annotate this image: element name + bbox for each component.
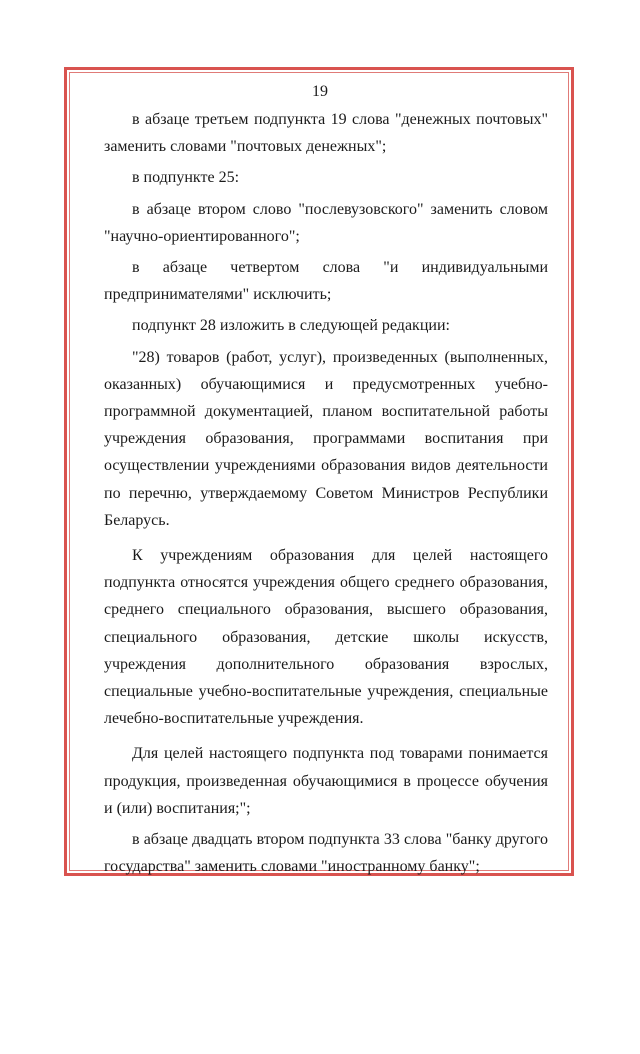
paragraph-1: в абзаце третьем подпункта 19 слова "денежных почтовых" заменить словами "почтовых денежных"; (104, 111, 548, 156)
paragraph-9: в абзаце двадцать втором подпункта 33 слова "банку другого государства" заменить словами "иностранному банку"; (104, 831, 548, 876)
paragraph-2: в подпункте 25: (132, 169, 240, 187)
paragraph-3: в абзаце втором слово "послевузовского" заменить словом "научно-ориентированного"; (104, 200, 548, 245)
paragraph-7: К учреждениям образования для целей настоящего подпункта относятся учреждения общего среднего образования, среднего специального образования, высшего образования, специального образования, детские школы искусств, учреждения дополнительного образования взрослых, специальные учебно-воспитательные учреждения, специальные лечебно-воспитательные учреждения. (104, 547, 548, 728)
document-body (104, 106, 548, 880)
paragraph-8: Для целей настоящего подпункта под товарами понимается продукция, произведенная обучающимися в процессе обучения и (или) воспитания;"; (104, 745, 548, 817)
paragraph-5: подпункт 28 изложить в следующей редакции: (132, 317, 450, 335)
paragraph-6: "28) товаров (работ, услуг), произведенных (выполненных, оказанных) обучающимися и предусмотренных учебно-программной документацией, планом воспитательной работы учреждения образования, программами воспитания при осуществлении учреждениями образования видов деятельности по перечню, утверждаемому Советом Министров Республики Беларусь. (104, 348, 548, 529)
paragraph-4: в абзаце четвертом слова "и индивидуальными предпринимателями" исключить; (104, 259, 548, 304)
page-number: 19 (312, 83, 328, 100)
